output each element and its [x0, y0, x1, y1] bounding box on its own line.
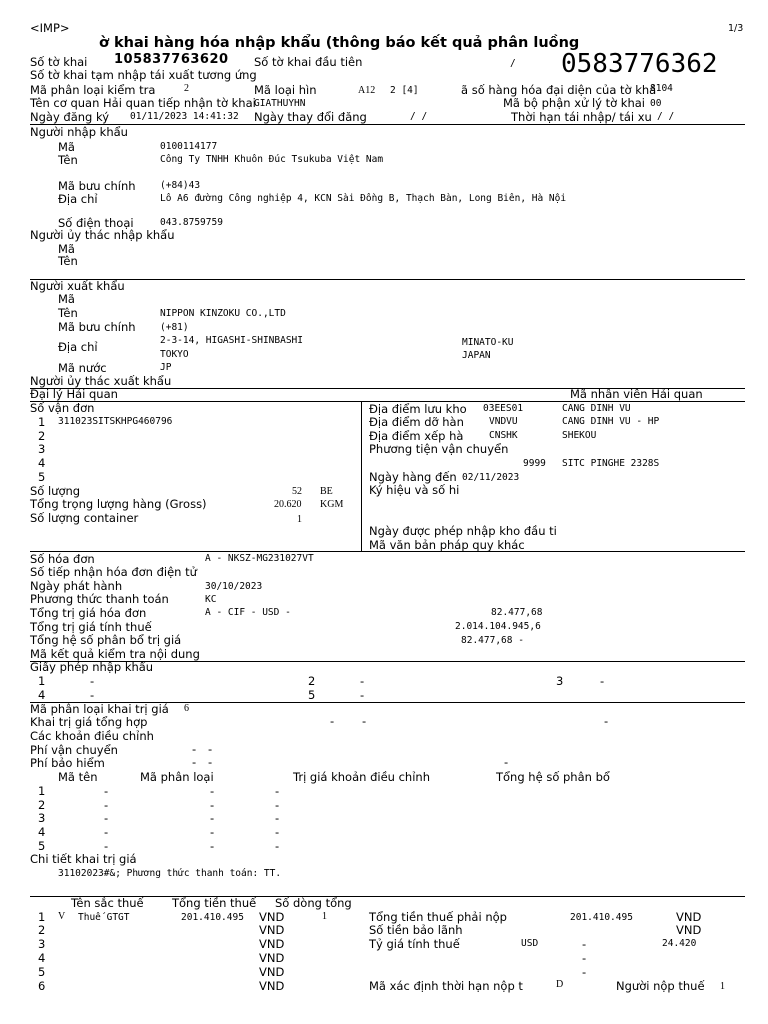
- phi-bao-hiem-label: Phí bảo hiểm: [30, 756, 105, 770]
- do-hang-label: Địa điểm dỡ hàn: [369, 415, 464, 429]
- dieu-chinh-dash: -: [210, 798, 215, 812]
- tri-gia-tong-hop-value: -: [604, 714, 609, 728]
- thue-row-code: V: [58, 911, 66, 922]
- thue-phai-nop-label: Tổng tiền thuế phải nộp: [369, 910, 507, 924]
- so-to-khai-value: 105837763620: [114, 52, 229, 67]
- thue-row-no: 3: [38, 937, 46, 951]
- ngay-hang-den-value: 02/11/2023: [462, 472, 520, 483]
- thue-phai-nop-value: 201.410.495: [570, 912, 633, 923]
- ty-gia-dash: -: [582, 965, 587, 979]
- thue-row-currency: VND: [259, 965, 285, 979]
- nnk-ma-value: 0100114177: [160, 141, 218, 152]
- giay-phep-value: -: [360, 688, 365, 702]
- ma-van-ban-label: Mã văn bản pháp quy khác: [369, 538, 525, 552]
- nxk-dia-chi-line3: MINATO-KU: [462, 337, 514, 348]
- so-hoa-don-value: A - NKSZ-MG231027VT: [205, 553, 314, 564]
- phan-loai-tri-gia-label: Mã phân loại khai trị giá: [30, 702, 169, 716]
- nnk-dien-thoai-label: Số điện thoại: [58, 216, 134, 230]
- khoan-dieu-chinh-label: Các khoản điều chỉnh: [30, 729, 154, 743]
- so-hoa-don-label: Số hóa đơn: [30, 552, 95, 566]
- nnk-ten-label: Tên: [58, 153, 78, 167]
- dieu-chinh-dash: -: [210, 839, 215, 853]
- nxk-dia-chi-line2: TOKYO: [160, 349, 189, 360]
- nxk-buu-chinh-value: (+81): [160, 322, 189, 333]
- thue-row-currency: VND: [259, 979, 285, 993]
- ma-loai-hinh-extra: 2 [4]: [390, 85, 419, 96]
- so-tk-dau-tien-label: Số tờ khai đầu tiên: [254, 55, 363, 69]
- tri-gia-tong-hop-label: Khai trị giá tổng hợp: [30, 715, 148, 729]
- xac-dinh-thoi-han-value: D: [556, 979, 564, 990]
- dieu-chinh-dash: -: [275, 839, 280, 853]
- nnk-buu-chinh-value: (+84)43: [160, 180, 201, 191]
- luu-kho-name: CANG DINH VU: [562, 403, 631, 414]
- giay-phep-no: 4: [38, 688, 46, 702]
- dieu-chinh-row-no: 1: [38, 784, 46, 798]
- thue-row-no: 5: [38, 965, 46, 979]
- dieu-chinh-row-no: 2: [38, 798, 46, 812]
- do-hang-name: CANG DINH VU - HP: [562, 416, 660, 427]
- bao-lanh-label: Số tiền bảo lãnh: [369, 923, 463, 937]
- chi-tiet-tri-gia-label: Chi tiết khai trị giá: [30, 852, 137, 866]
- dieu-chinh-dash: -: [210, 825, 215, 839]
- page-number: 1/3: [728, 23, 744, 34]
- ky-hieu-label: Ký hiệu và số hi: [369, 483, 460, 497]
- trong-luong-unit: KGM: [320, 499, 344, 510]
- ma-bo-phan-label: Mã bộ phận xử lý tờ khai: [503, 96, 645, 110]
- col-ma-phan-loai: Mã phân loại: [140, 770, 214, 784]
- dieu-chinh-dash: -: [275, 784, 280, 798]
- ma-loai-hinh-label: Mã loại hìn: [254, 83, 317, 97]
- declaration-barcode-number: 0583776362: [561, 49, 718, 79]
- van-don-row-no: 2: [38, 429, 46, 443]
- so-hang-dai-dien-label: ã số hàng hóa đại diện của tờ khả: [461, 83, 657, 97]
- thanh-toan-value: KC: [205, 594, 217, 605]
- do-hang-code: VNDVU: [489, 416, 518, 427]
- imp-code: <IMP>: [30, 21, 70, 35]
- trong-luong-label: Tổng trọng lượng hàng (Gross): [30, 497, 207, 511]
- tong-tri-gia-hoa-don-label: Tổng trị giá hóa đơn: [30, 606, 147, 620]
- thue-row-no: 1: [38, 910, 46, 924]
- col-ten-sac-thue: Tên sắc thuế: [71, 896, 144, 910]
- dieu-chinh-dash: -: [104, 811, 109, 825]
- thue-row-no: 6: [38, 979, 46, 993]
- col-he-so-phan-bo: Tổng hệ số phân bổ: [496, 770, 610, 784]
- nxk-dia-chi-line4: JAPAN: [462, 350, 491, 361]
- form-title: ờ khai hàng hóa nhập khẩu (thông báo kết quả phân luồng: [99, 35, 580, 51]
- ngay-nhap-kho-label: Ngày được phép nhập kho đầu ti: [369, 524, 557, 538]
- xac-dinh-thoi-han-label: Mã xác định thời hạn nộp t: [369, 979, 523, 993]
- column-divider: [361, 401, 362, 551]
- van-don-row-no: 3: [38, 442, 46, 456]
- luu-kho-code: 03EES01: [483, 403, 524, 414]
- van-don-row-no: 5: [38, 470, 46, 484]
- thue-row-currency: VND: [259, 951, 285, 965]
- ty-gia-currency: USD: [521, 938, 539, 949]
- col-tong-tien-thue: Tổng tiền thuế: [172, 896, 257, 910]
- nnk-ten-value: Công Ty TNHH Khuôn Đúc Tsukuba Việt Nam: [160, 154, 384, 165]
- tri-gia-tinh-thue-label: Tổng trị giá tính thuế: [30, 620, 152, 634]
- ty-gia-value: 24.420: [662, 938, 697, 949]
- dieu-chinh-row-no: 4: [38, 825, 46, 839]
- thue-row-currency: VND: [259, 923, 285, 937]
- nxk-buu-chinh-label: Mã bưu chính: [58, 320, 136, 334]
- divider: [30, 551, 745, 552]
- phuong-tien-label: Phương tiện vận chuyển: [369, 442, 509, 456]
- xep-hang-label: Địa điểm xếp hà: [369, 429, 464, 443]
- tk-tam-nhap-label: Số tờ khai tạm nhập tái xuất tương ứng: [30, 68, 257, 82]
- giay-phep-label: Giấy phép nhập khẩu: [30, 660, 154, 674]
- phuong-tien-code: 9999: [523, 458, 546, 469]
- thanh-toan-label: Phương thức thanh toán: [30, 592, 169, 606]
- thue-row-name: Thuế GTGT: [78, 912, 130, 923]
- ngay-phat-hanh-label: Ngày phát hành: [30, 579, 123, 593]
- giay-phep-value: -: [600, 674, 605, 688]
- bao-lanh-currency: VND: [676, 923, 702, 937]
- van-don-row-no: 1: [38, 415, 46, 429]
- col-ma-ten: Mã tên: [58, 770, 98, 784]
- phuong-tien-name: SITC PINGHE 2328S: [562, 458, 660, 469]
- co-quan-hq-value: GIATHUYHN: [254, 98, 306, 109]
- ty-gia-dash: -: [582, 937, 587, 951]
- van-don-row-value: 311023SITSKHPG460796: [58, 416, 173, 427]
- tong-tri-gia-hoa-don-value: 82.477,68: [491, 607, 543, 618]
- nguoi-xuat-khau-heading: Người xuất khẩu: [30, 279, 125, 293]
- trong-luong-value: 20.620: [274, 499, 302, 510]
- nxk-ma-nuoc-label: Mã nước: [58, 361, 107, 375]
- phi-bao-hiem-value: -: [504, 755, 509, 769]
- phi-van-chuyen-label: Phí vận chuyển: [30, 743, 118, 757]
- giay-phep-no: 3: [556, 674, 564, 688]
- nxk-ten-value: NIPPON KINZOKU CO.,LTD: [160, 308, 286, 319]
- uy-thac-xuat-khau-label: Người ủy thác xuất khẩu: [30, 374, 172, 388]
- ma-loai-hinh-value: A12: [358, 85, 376, 96]
- ma-phan-loai-kiem-tra-value: 2: [184, 83, 189, 94]
- xep-hang-code: CNSHK: [489, 430, 518, 441]
- thoi-han-value: / /: [657, 111, 675, 122]
- tiep-nhan-hoa-don-label: Số tiếp nhận hóa đơn điện tử: [30, 565, 197, 579]
- so-luong-value: 52: [292, 486, 302, 497]
- giay-phep-no: 2: [308, 674, 316, 688]
- nguoi-nop-thue-label: Người nộp thuế: [616, 979, 705, 993]
- giay-phep-value: -: [360, 674, 365, 688]
- nnk-buu-chinh-label: Mã bưu chính: [58, 179, 136, 193]
- dai-ly-hq-label: Đại lý Hải quan: [30, 387, 118, 401]
- thue-row-amount: 201.410.495: [181, 912, 244, 923]
- nxk-dia-chi-label: Địa chỉ: [58, 340, 98, 354]
- van-don-row-no: 4: [38, 456, 46, 470]
- dieu-chinh-dash: -: [104, 784, 109, 798]
- so-container-label: Số lượng container: [30, 511, 139, 525]
- dieu-chinh-dash: -: [275, 825, 280, 839]
- so-to-khai-label: Số tờ khai: [30, 55, 88, 69]
- dieu-chinh-dash: -: [275, 798, 280, 812]
- col-tri-gia-dieu-chinh: Trị giá khoản điều chỉnh: [293, 770, 430, 784]
- thue-row-currency: VND: [259, 910, 285, 924]
- so-hang-dai-dien-value: 8104: [650, 83, 673, 94]
- tri-gia-tinh-thue-value: 2.014.104.945,6: [455, 621, 541, 632]
- ngay-hang-den-label: Ngày hàng đến: [369, 470, 457, 484]
- tri-gia-tong-hop-value: -: [330, 714, 335, 728]
- divider: [30, 279, 745, 280]
- luu-kho-label: Địa điểm lưu kho: [369, 402, 467, 416]
- nnk-ma-label: Mã: [58, 140, 75, 154]
- ngay-dang-ky-value: 01/11/2023 14:41:32: [130, 111, 239, 122]
- nguoi-nop-thue-value: 1: [720, 981, 725, 992]
- he-so-phan-bo-label: Tổng hệ số phân bổ trị giá: [30, 633, 182, 647]
- dieu-chinh-dash: -: [104, 798, 109, 812]
- thue-phai-nop-currency: VND: [676, 910, 702, 924]
- dieu-chinh-dash: -: [104, 825, 109, 839]
- chi-tiet-tri-gia-value: 31102023#&; Phương thức thanh toán: TT.: [58, 868, 282, 879]
- giay-phep-value: -: [90, 674, 95, 688]
- dieu-chinh-dash: -: [104, 839, 109, 853]
- co-quan-hq-label: Tên cơ quan Hải quan tiếp nhận tờ khai: [30, 96, 256, 110]
- thue-row-lines: 1: [322, 911, 327, 922]
- giay-phep-no: 5: [308, 688, 316, 702]
- xep-hang-name: SHEKOU: [562, 430, 597, 441]
- nnk-dia-chi-value: Lô A6 đường Công nghiệp 4, KCN Sài Đồng B, Thạch Bàn, Long Biên, Hà Nội: [160, 193, 567, 204]
- ngay-dang-ky-label: Ngày đăng ký: [30, 110, 110, 124]
- ma-bo-phan-value: 00: [650, 98, 662, 109]
- dieu-chinh-row-no: 5: [38, 839, 46, 853]
- nxk-dia-chi-line1: 2-3-14, HIGASHI-SHINBASHI: [160, 335, 303, 346]
- he-so-phan-bo-value: 82.477,68 -: [461, 635, 524, 646]
- thue-row-currency: VND: [259, 937, 285, 951]
- nguoi-nhap-khau-heading: Người nhập khẩu: [30, 125, 128, 139]
- dieu-chinh-row-no: 3: [38, 811, 46, 825]
- phi-bao-hiem-value: -: [192, 755, 197, 769]
- nnk-dia-chi-label: Địa chỉ: [58, 192, 98, 206]
- ngay-thay-doi-value: / /: [410, 111, 428, 122]
- ngay-thay-doi-label: Ngày thay đổi đăng: [254, 110, 367, 124]
- tri-gia-tong-hop-value: -: [362, 714, 367, 728]
- ma-phan-loai-kiem-tra-label: Mã phân loại kiểm tra: [30, 83, 156, 97]
- ngay-phat-hanh-value: 30/10/2023: [205, 581, 263, 592]
- dieu-chinh-dash: -: [275, 811, 280, 825]
- dieu-chinh-dash: -: [210, 784, 215, 798]
- nxk-ten-label: Tên: [58, 306, 78, 320]
- giay-phep-value: -: [90, 688, 95, 702]
- so-van-don-label: Số vận đơn: [30, 401, 95, 415]
- thue-row-no: 2: [38, 923, 46, 937]
- nnk-dien-thoai-value: 043.8759759: [160, 217, 223, 228]
- uy-thac-nhap-khau-label: Người ủy thác nhập khẩu: [30, 228, 175, 242]
- tong-tri-gia-hoa-don-code: A - CIF - USD -: [205, 607, 291, 618]
- col-so-dong-tong: Số dòng tổng: [275, 896, 352, 910]
- utnk-ten-label: Tên: [58, 254, 78, 268]
- phi-van-chuyen-value: -: [208, 742, 213, 756]
- thue-row-no: 4: [38, 951, 46, 965]
- phi-van-chuyen-value: -: [192, 742, 197, 756]
- nxk-ma-label: Mã: [58, 292, 75, 306]
- so-luong-unit: BE: [320, 486, 333, 497]
- phi-bao-hiem-value: -: [208, 755, 213, 769]
- giay-phep-no: 1: [38, 674, 46, 688]
- phan-loai-tri-gia-value: 6: [184, 703, 189, 714]
- divider: [30, 124, 745, 125]
- thoi-han-label: Thời hạn tái nhập/ tái xu: [511, 110, 652, 124]
- ty-gia-dash: -: [582, 951, 587, 965]
- ket-qua-kiem-tra-label: Mã kết quả kiểm tra nội dung: [30, 647, 200, 661]
- so-luong-label: Số lượng: [30, 484, 81, 498]
- utnk-ma-label: Mã: [58, 242, 75, 256]
- dieu-chinh-dash: -: [210, 811, 215, 825]
- so-container-value: 1: [297, 514, 302, 525]
- so-tk-dau-tien-value: /: [510, 58, 516, 69]
- ty-gia-label: Tỷ giá tính thuế: [369, 937, 460, 951]
- ma-nhan-vien-hq-label: Mã nhân viên Hải quan: [570, 387, 703, 401]
- nxk-ma-nuoc-value: JP: [160, 362, 172, 373]
